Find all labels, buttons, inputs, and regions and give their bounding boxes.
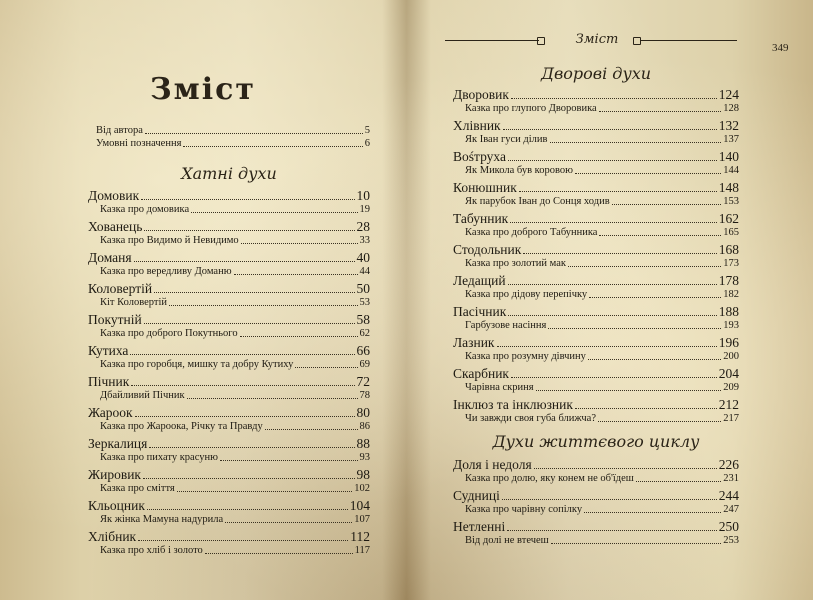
toc-entry: [453, 398, 739, 412]
entry-page: 247: [723, 504, 739, 515]
entry-title: Кутиха: [88, 343, 129, 358]
toc-subentry: [88, 265, 370, 278]
toc-entry: [453, 243, 739, 257]
entry-title: Казка про сміття: [100, 483, 175, 494]
entry-page: 182: [723, 289, 739, 300]
entry-page: 153: [723, 196, 739, 207]
toc-subentry: [453, 350, 739, 363]
entry-page: 226: [718, 457, 739, 472]
entry-title: Пічник: [88, 374, 130, 389]
toc-subentry: [453, 164, 739, 177]
leader-dots: [205, 553, 353, 554]
entry-title: Як Микола був коровою: [465, 165, 573, 176]
leader-dots: [511, 377, 717, 378]
toc-entry: [453, 274, 739, 288]
leader-dots: [511, 98, 717, 99]
spacer: [88, 557, 370, 561]
entry-title: Казка про доброго Покутнього: [100, 328, 238, 339]
toc-subentry: [453, 226, 739, 239]
entry-page: 144: [723, 165, 739, 176]
leader-dots: [502, 499, 717, 500]
entry-page: 19: [359, 204, 370, 215]
section-title: Дворові духи: [540, 64, 652, 83]
toc-entry: [453, 181, 739, 195]
entry-title: Доманя: [88, 250, 132, 265]
right-page: [407, 0, 813, 600]
toc-subentry: [88, 234, 370, 247]
entry-title: Коловертій: [88, 281, 153, 296]
entry-page: 93: [359, 452, 370, 463]
toc-subentry: [453, 319, 739, 332]
entry-page: 168: [718, 242, 739, 257]
entry-page: 53: [359, 297, 370, 308]
toc-subentry: [88, 327, 370, 340]
leader-dots: [135, 416, 355, 417]
entry-title: Скарбник: [453, 366, 509, 381]
entry-title: Як Іван гуси ділив: [465, 134, 548, 145]
entry-page: 117: [354, 545, 370, 556]
toc-subentry: [88, 513, 370, 526]
toc-entry: [88, 189, 370, 203]
entry-title: Казка про вередливу Доманю: [100, 266, 232, 277]
leader-dots: [588, 359, 721, 360]
entry-title: Казка про домовика: [100, 204, 190, 215]
entry-title: Казка про доброго Табунника: [465, 227, 598, 238]
leader-dots: [169, 305, 357, 306]
entry-page: 112: [350, 529, 370, 544]
header-rule-left: [445, 40, 539, 41]
toc-subentry: [453, 257, 739, 270]
leader-dots: [584, 512, 721, 513]
entry-title: Хованець: [88, 219, 143, 234]
toc-subentry: [453, 381, 739, 394]
entry-title: Кіт Коловертій: [100, 297, 168, 308]
toc-subentry: [88, 389, 370, 402]
entry-page: 107: [354, 514, 370, 525]
entry-page: 140: [718, 149, 739, 164]
leader-dots: [508, 160, 717, 161]
toc-entry: [453, 336, 739, 350]
entry-title: Дворовик: [453, 87, 509, 102]
entry-page: 196: [718, 335, 739, 350]
entry-title: Казка про горобця, мишку та добру Кутиху: [100, 359, 294, 370]
entry-title: Домовик: [88, 188, 140, 203]
entry-title: Казка про розумну дівчину: [465, 351, 586, 362]
entry-title: Умовні позначення: [96, 138, 182, 149]
toc-subentry: [453, 288, 739, 301]
toc-subentry: [453, 534, 739, 547]
entry-title: Доля і недоля: [453, 457, 532, 472]
leader-dots: [147, 509, 348, 510]
entry-title: Жировик: [88, 467, 141, 482]
entry-page: 132: [718, 118, 739, 133]
entry-page: 217: [723, 413, 739, 424]
entry-title: Дбайливий Пічник: [100, 390, 185, 401]
entry-page: 148: [718, 180, 739, 195]
toc-intro-entry: [96, 124, 370, 137]
entry-title: Чи завжди своя губа ближча?: [465, 413, 597, 424]
entry-page: 86: [359, 421, 370, 432]
toc-subentry: [88, 203, 370, 216]
entry-page: 137: [723, 134, 739, 145]
entry-page: 162: [718, 211, 739, 226]
entry-title: Пасічник: [453, 304, 507, 319]
entry-page: 193: [723, 320, 739, 331]
leader-dots: [144, 230, 354, 231]
toc-list: [453, 88, 739, 429]
leader-dots: [220, 460, 358, 461]
toc-entry: [88, 468, 370, 482]
entry-page: 178: [718, 273, 739, 288]
entry-title: Жароок: [88, 405, 133, 420]
section-title: Духи життєвого циклу: [492, 432, 700, 451]
entry-title: Як парубок Іван до Сонця ходив: [465, 196, 610, 207]
entry-title: Стодольник: [453, 242, 522, 257]
intro-list: [96, 124, 370, 150]
leader-dots: [295, 367, 357, 368]
entry-page: 50: [356, 281, 370, 296]
leader-dots: [636, 481, 721, 482]
toc-subentry: [88, 420, 370, 433]
leader-dots: [234, 274, 358, 275]
entry-page: 204: [718, 366, 739, 381]
entry-title: Кльоцник: [88, 498, 145, 513]
toc-entry: [88, 530, 370, 544]
entry-title: Казка про долю, яку конем не об'їдеш: [465, 473, 634, 484]
entry-title: Казка про чарівну сопілку: [465, 504, 583, 515]
entry-title: Покутній: [88, 312, 142, 327]
entry-title: Лазник: [453, 335, 495, 350]
leader-dots: [177, 491, 353, 492]
leader-dots: [187, 398, 358, 399]
entry-page: 5: [364, 125, 370, 136]
toc-subentry: [88, 358, 370, 371]
toc-entry: [88, 406, 370, 420]
entry-title: Гарбузове насіння: [465, 320, 547, 331]
entry-page: 88: [356, 436, 370, 451]
leader-dots: [145, 133, 363, 134]
leader-dots: [519, 191, 717, 192]
entry-title: Від автора: [96, 125, 143, 136]
leader-dots: [508, 315, 716, 316]
toc-entry: [453, 119, 739, 133]
toc-subentry: [453, 472, 739, 485]
toc-subentry: [453, 133, 739, 146]
toc-entry: [453, 88, 739, 102]
leader-dots: [575, 408, 717, 409]
entry-title: Чарівна скриня: [465, 382, 534, 393]
entry-page: 124: [718, 87, 739, 102]
leader-dots: [149, 447, 354, 448]
entry-page: 80: [356, 405, 370, 420]
header-ornament: [633, 37, 641, 45]
entry-page: 165: [723, 227, 739, 238]
entry-title: Казка про хліб і золото: [100, 545, 203, 556]
leader-dots: [575, 173, 721, 174]
leader-dots: [507, 530, 717, 531]
entry-page: 188: [718, 304, 739, 319]
toc-entry: [88, 282, 370, 296]
entry-title: Хлівник: [453, 118, 501, 133]
leader-dots: [144, 323, 355, 324]
leader-dots: [548, 328, 721, 329]
entry-page: 33: [359, 235, 370, 246]
leader-dots: [568, 266, 721, 267]
toc-entry: [453, 367, 739, 381]
toc-entry: [88, 313, 370, 327]
toc-list: [88, 189, 370, 561]
leader-dots: [534, 468, 717, 469]
toc-entry: [88, 251, 370, 265]
leader-dots: [265, 429, 358, 430]
leader-dots: [143, 478, 355, 479]
leader-dots: [154, 292, 354, 293]
leader-dots: [183, 146, 362, 147]
leader-dots: [240, 336, 358, 337]
entry-title: Як жінка Мамуна надурила: [100, 514, 224, 525]
toc-entry: [453, 305, 739, 319]
entry-title: Зеркалиця: [88, 436, 148, 451]
toc-intro-entry: [96, 137, 370, 150]
entry-page: 231: [723, 473, 739, 484]
entry-title: Від долі не втечеш: [465, 535, 549, 546]
leader-dots: [191, 212, 357, 213]
spacer: [453, 425, 739, 429]
toc-entry: [453, 520, 739, 534]
toc-entry: [88, 437, 370, 451]
toc-list: [453, 458, 739, 551]
entry-page: 58: [356, 312, 370, 327]
page-title: Зміст: [150, 72, 256, 107]
entry-page: 212: [718, 397, 739, 412]
spacer: [453, 547, 739, 551]
toc-subentry: [88, 544, 370, 557]
entry-page: 98: [356, 467, 370, 482]
entry-title: Інклюз та інклюзник: [453, 397, 573, 412]
toc-subentry: [453, 503, 739, 516]
leader-dots: [510, 222, 717, 223]
leader-dots: [130, 354, 354, 355]
entry-page: 44: [359, 266, 370, 277]
header-rule-right: [641, 40, 737, 41]
entry-page: 173: [723, 258, 739, 269]
leader-dots: [612, 204, 722, 205]
entry-page: 102: [354, 483, 370, 494]
entry-title: Нетленні: [453, 519, 506, 534]
leader-dots: [598, 421, 721, 422]
toc-entry: [88, 344, 370, 358]
entry-page: 69: [359, 359, 370, 370]
leader-dots: [134, 261, 355, 262]
toc-entry: [453, 458, 739, 472]
header-ornament: [537, 37, 545, 45]
left-page: [0, 0, 406, 600]
toc-entry: [453, 489, 739, 503]
leader-dots: [599, 235, 721, 236]
page-number: 349: [772, 42, 789, 54]
entry-page: 78: [359, 390, 370, 401]
entry-page: 200: [723, 351, 739, 362]
leader-dots: [141, 199, 354, 200]
section-title: Хатні духи: [181, 164, 277, 183]
entry-title: Табунник: [453, 211, 509, 226]
toc-entry: [88, 220, 370, 234]
entry-page: 10: [356, 188, 370, 203]
toc-entry: [88, 375, 370, 389]
entry-title: Вośтруха: [453, 149, 506, 164]
leader-dots: [508, 284, 717, 285]
toc-subentry: [88, 296, 370, 309]
toc-subentry: [453, 195, 739, 208]
entry-page: 28: [356, 219, 370, 234]
entry-page: 244: [718, 488, 739, 503]
toc-subentry: [88, 482, 370, 495]
entry-page: 128: [723, 103, 739, 114]
leader-dots: [138, 540, 348, 541]
entry-title: Конюшник: [453, 180, 517, 195]
leader-dots: [523, 253, 716, 254]
leader-dots: [599, 111, 722, 112]
toc-entry: [453, 150, 739, 164]
leader-dots: [536, 390, 722, 391]
toc-subentry: [453, 102, 739, 115]
entry-page: 104: [349, 498, 370, 513]
entry-title: Казка про Жароока, Річку та Правду: [100, 421, 263, 432]
entry-page: 62: [359, 328, 370, 339]
entry-title: Казка про глупого Дворовика: [465, 103, 597, 114]
leader-dots: [589, 297, 721, 298]
leader-dots: [503, 129, 717, 130]
toc-entry: [453, 212, 739, 226]
running-head: Зміст: [575, 32, 619, 47]
toc-entry: [88, 499, 370, 513]
leader-dots: [131, 385, 354, 386]
entry-title: Казка про золотий мак: [465, 258, 566, 269]
entry-page: 40: [356, 250, 370, 265]
entry-page: 209: [723, 382, 739, 393]
entry-title: Хлібник: [88, 529, 137, 544]
entry-page: 6: [364, 138, 370, 149]
entry-title: Казка про дідову перепічку: [465, 289, 588, 300]
entry-title: Казка про Видимо й Невидимо: [100, 235, 239, 246]
leader-dots: [551, 543, 722, 544]
entry-title: Судниці: [453, 488, 500, 503]
entry-page: 66: [356, 343, 370, 358]
entry-title: Ледащий: [453, 273, 506, 288]
entry-title: Казка про пихату красуню: [100, 452, 218, 463]
toc-subentry: [88, 451, 370, 464]
leader-dots: [497, 346, 717, 347]
leader-dots: [225, 522, 352, 523]
leader-dots: [241, 243, 358, 244]
entry-page: 250: [718, 519, 739, 534]
toc-subentry: [453, 412, 739, 425]
entry-page: 253: [723, 535, 739, 546]
entry-page: 72: [356, 374, 370, 389]
leader-dots: [550, 142, 722, 143]
